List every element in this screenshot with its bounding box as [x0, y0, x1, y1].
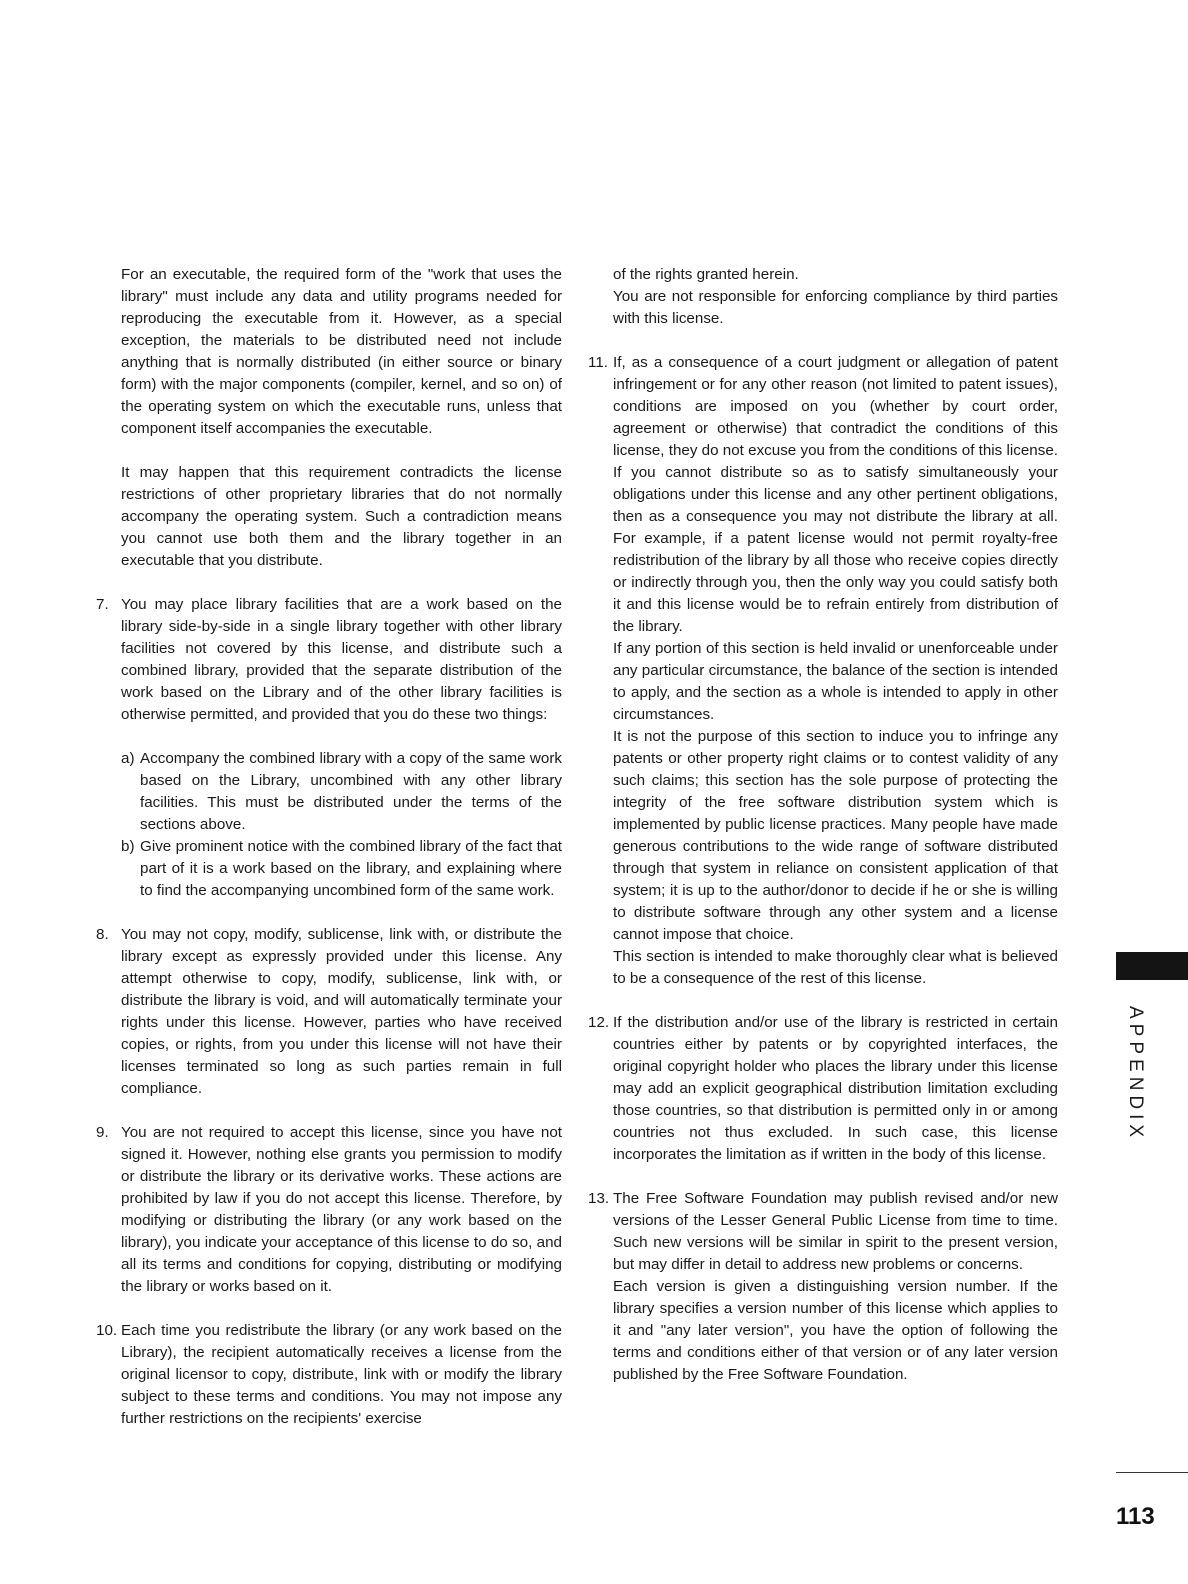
item-text: You may place library facilities that are a work based on the library side-by-side in a single library together with other library facilities not covered by this license, and distribute such a combined library, provided that the separate distribution of the work based on the Library and of the other library facilities is otherwise permitted, and provided that you do these two things:: [121, 596, 562, 723]
sub-item-letter: b): [121, 838, 135, 855]
list-item-8: [96, 924, 562, 1100]
list-item-13: [588, 1188, 1058, 1276]
paragraph: If any portion of this section is held invalid or unenforceable under any particular circumstance, the balance of the section is intended to apply, and the section as a whole is intended to apply in other circumstances.: [613, 640, 1058, 723]
item-text: Each time you redistribute the library (or any work based on the Library), the recipient automatically receives a license from the original licensor to copy, distribute, link with or modify the library subject to these terms and conditions. You may not impose any further restrictions on the recipients' exercise: [121, 1322, 562, 1427]
sub-item-text: Accompany the combined library with a copy of the same work based on the Library, uncombined with any other library facilities. This must be distributed under the terms of the sections above.: [140, 750, 562, 833]
sub-item-text: Give prominent notice with the combined library of the fact that part of it is a work based on the library, and explaining where to find the accompanying uncombined form of the same work.: [140, 838, 562, 899]
right-column: [588, 264, 1058, 1386]
page-number: 113: [1116, 1503, 1155, 1530]
sub-item-a: [121, 748, 562, 836]
item-text: If, as a consequence of a court judgment or allegation of patent infringement or for any other reason (not limited to patent issues), conditions are imposed on you (whether by court order, agreement or otherwise) that contradict the conditions of this license, they do not excuse you from the conditions of this license. If you cannot distribute so as to satisfy simultaneously your obligations under this license and any other pertinent obligations, then as a consequence you may not distribute the library at all. For example, if a patent license would not permit royalty-free redistribution of the library by all those who receive copies directly or indirectly through you, then the only way you could satisfy both it and this license would be to refrain entirely from distribution of the library.: [613, 354, 1058, 635]
item-number: 11.: [588, 354, 608, 371]
list-item-11: [588, 352, 1058, 638]
list-item-9: [96, 1122, 562, 1298]
item-number: 9.: [96, 1124, 109, 1141]
paragraph: This section is intended to make thoroughly clear what is believed to be a consequence of the rest of this license.: [613, 948, 1058, 987]
item-number: 10.: [96, 1322, 118, 1339]
footer-rule: [1116, 1472, 1188, 1473]
paragraph: of the rights granted herein.: [613, 266, 799, 283]
sub-item-b: [121, 836, 562, 902]
left-column: [96, 264, 562, 1430]
sub-item-letter: a): [121, 750, 135, 767]
paragraph: You are not responsible for enforcing compliance by third parties with this license.: [613, 288, 1058, 327]
item-number: 7.: [96, 596, 109, 613]
item-text: You may not copy, modify, sublicense, link with, or distribute the library except as expressly provided under this license. Any attempt otherwise to copy, modify, sublicense, link with, or distribute the library is void, and will automatically terminate your rights under this license. However, parties who have received copies, or rights, from you under this license will not have their licenses terminated so long as such parties remain in full compliance.: [121, 926, 562, 1097]
paragraph: It may happen that this requirement contradicts the license restrictions of other proprietary libraries that do not normally accompany the operating system. Such a contradiction means you cannot use both them and the library together in an executable that you distribute.: [121, 464, 562, 569]
section-tab-label: APPENDIX: [1125, 1006, 1146, 1143]
item-number: 13.: [588, 1190, 610, 1207]
section-tab-marker: [1116, 952, 1188, 980]
item-text: You are not required to accept this license, since you have not signed it. However, nothing else grants you permission to modify or distribute the library or its derivative works. These actions are prohibited by law if you do not accept this license. Therefore, by modifying or distributing the library (or any work based on the library), you indicate your acceptance of this license to do so, and all its terms and conditions for copying, distributing or modifying the library or works based on it.: [121, 1124, 562, 1295]
list-item-10: [96, 1320, 562, 1430]
item-number: 12.: [588, 1014, 610, 1031]
list-item-7: [96, 594, 562, 726]
item-text: The Free Software Foundation may publish revised and/or new versions of the Lesser General Public License from time to time. Such new versions will be similar in spirit to the present version, but may differ in detail to address new problems or concerns.: [613, 1190, 1058, 1273]
paragraph: For an executable, the required form of the "work that uses the library" must include any data and utility programs needed for reproducing the executable from it. However, as a special exception, the materials to be distributed need not include anything that is normally distributed (in either source or binary form) with the major components (compiler, kernel, and so on) of the operating system on which the executable runs, unless that component itself accompanies the executable.: [121, 266, 562, 437]
paragraph: It is not the purpose of this section to induce you to infringe any patents or other property right claims or to contest validity of any such claims; this section has the sole purpose of protecting the integrity of the free software distribution system which is implemented by public license practices. Many people have made generous contributions to the wide range of software distributed through that system in reliance on consistent application of that system; it is up to the author/donor to decide if he or she is willing to distribute software through any other system and a license cannot impose that choice.: [613, 728, 1058, 943]
list-item-12: [588, 1012, 1058, 1166]
item-number: 8.: [96, 926, 109, 943]
item-text: If the distribution and/or use of the library is restricted in certain countries either by patents or by copyrighted interfaces, the original copyright holder who places the library under this license may add an explicit geographical distribution limitation excluding those countries, so that distribution is permitted only in or among countries not thus excluded. In such case, this license incorporates the limitation as if written in the body of this license.: [613, 1014, 1058, 1163]
paragraph: Each version is given a distinguishing version number. If the library specifies a version number of this license which applies to it and "any later version", you have the option of following the terms and conditions either of that version or of any later version published by the Free Software Foundation.: [613, 1278, 1058, 1383]
